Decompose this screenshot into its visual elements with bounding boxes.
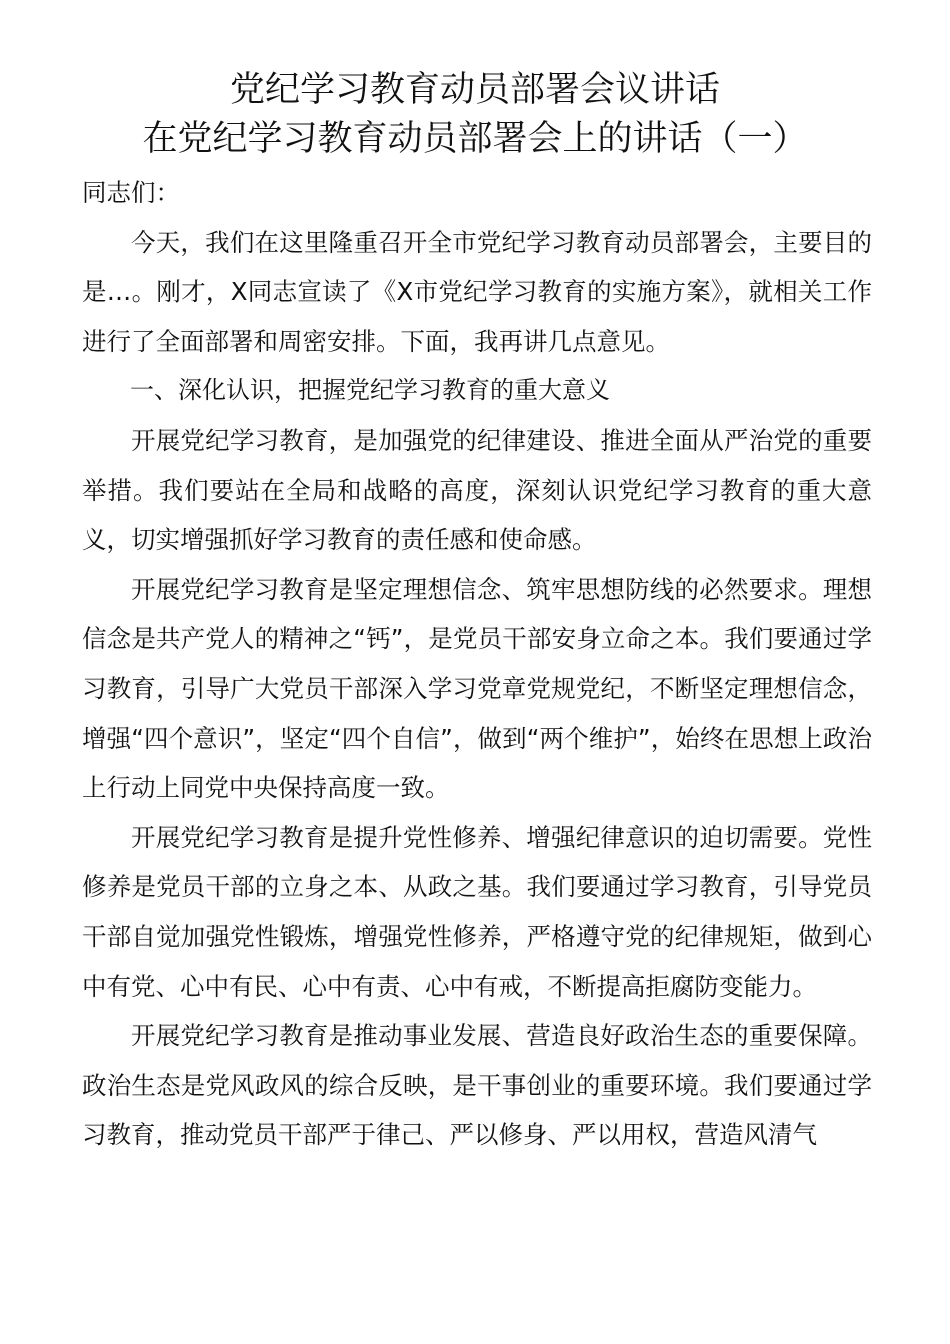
paragraph: 开展党纪学习教育，是加强党的纪律建设、推进全面从严治党的重要举措。我们要站在全局和战略的高度，深刻认识党纪学习教育的重大意义，切实增强抓好学习教育的责任感和使命感。 [82,425,872,555]
document-title: 党纪学习教育动员部署会议讲话 [229,70,720,110]
paragraph: 开展党纪学习教育是推动事业发展、营造良好政治生态的重要保障。政治生态是党风政风的综合反映，是干事创业的重要环境。我们要通过学习教育，推动党员干部严于律己、严以修身、严以用权，营造风清气 [82,1021,872,1150]
paragraph-opening: 今天，我们在这里隆重召开全市党纪学习教育动员部署会，主要目的是…。刚才，X同志宣读了《X市党纪学习教育的实施方案》，就相关工作进行了全面部署和周密安排。下面，我再讲几点意见。 [82,227,872,356]
paragraph: 开展党纪学习教育是坚定理想信念、筑牢思想防线的必然要求。理想信念是共产党人的精神之“钙”，是党员干部安身立命之本。我们要通过学习教育，引导广大党员干部深入学习党章党规党纪，不断坚定理想信念，增强“四个意识”，坚定“四个自信”，做到“两个维护”，始终在思想上政治上行动上同党中央保持高度一致。 [82,574,872,803]
section-heading-1: 一、深化认识，把握党纪学习教育的重大意义 [130,376,610,405]
salutation: 同志们： [82,178,180,207]
document-body [82,168,872,1160]
document-subtitle: 在党纪学习教育动员部署会上的讲话（一） [142,119,808,159]
paragraph: 开展党纪学习教育是提升党性修养、增强纪律意识的迫切需要。党性修养是党员干部的立身之本、从政之基。我们要通过学习教育，引导党员干部自觉加强党性锻炼，增强党性修养，严格遵守党的纪律规矩，做到心中有党、心中有民、心中有责、心中有戒，不断提高拒腐防变能力。 [82,822,872,1001]
